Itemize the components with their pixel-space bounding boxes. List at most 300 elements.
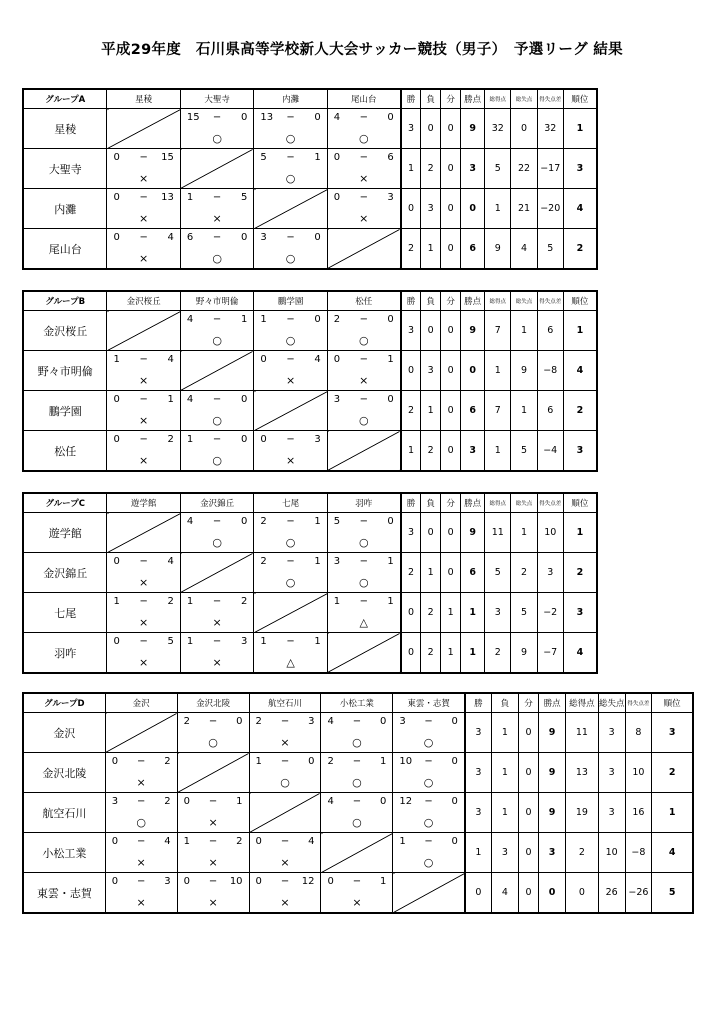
stat-loss — [421, 229, 441, 270]
result-mark: ○ — [212, 536, 222, 549]
goals-for: 0 — [111, 756, 119, 767]
goals-for: 3 — [399, 716, 406, 727]
score-dash: − — [139, 434, 148, 445]
score-dash: − — [286, 152, 295, 163]
match-result — [106, 753, 177, 792]
stat-rank — [563, 229, 597, 270]
goals-against: 12 — [301, 876, 315, 887]
goals-against: 2 — [167, 596, 174, 607]
match-result — [250, 833, 321, 872]
group-name-label: グループC — [45, 499, 85, 509]
column-header-team-label: 尾山台 — [351, 95, 377, 105]
stat-goals-for — [485, 149, 511, 189]
diagonal-cell — [107, 109, 180, 149]
match-result — [254, 351, 326, 390]
column-header-goals-against — [511, 89, 537, 109]
goals-against: 3 — [387, 192, 394, 203]
match-result-cell — [180, 391, 253, 431]
score-dash: − — [139, 596, 148, 607]
column-header-label: 勝 — [406, 297, 416, 307]
score-dash: − — [359, 394, 368, 405]
goals-for: 0 — [183, 796, 190, 807]
stat-value: 1 — [520, 527, 528, 538]
match-result-cell — [254, 311, 327, 351]
stat-win — [465, 793, 492, 833]
stat-value: 3 — [608, 767, 615, 778]
result-mark: × — [139, 212, 149, 225]
score-dash: − — [212, 232, 222, 243]
diagonal-cell — [327, 633, 400, 674]
match-result — [178, 713, 249, 752]
score-dash: − — [212, 192, 222, 203]
group-name-label: グループB — [45, 297, 86, 307]
table-row — [23, 311, 597, 351]
stat-draw — [441, 189, 461, 229]
column-header-team — [254, 493, 327, 513]
stat-value: 0 — [447, 243, 454, 254]
match-result-cell — [321, 873, 393, 914]
column-header-loss — [421, 89, 441, 109]
result-mark: ○ — [358, 334, 369, 347]
stat-value: 1 — [447, 607, 454, 618]
match-result — [250, 713, 321, 752]
column-header-team — [327, 291, 400, 311]
table-row — [23, 713, 693, 753]
result-mark: × — [280, 736, 290, 749]
column-header-label: 負 — [426, 499, 435, 509]
row-team-label: 尾山台 — [48, 242, 82, 256]
column-header-rank — [652, 693, 693, 713]
stat-value: 5 — [547, 243, 554, 254]
stat-win — [465, 713, 492, 753]
stat-loss — [421, 351, 441, 391]
stat-value: 3 — [501, 847, 508, 858]
result-mark: × — [139, 616, 149, 629]
stat-value: 8 — [635, 727, 642, 738]
match-result-cell — [180, 189, 253, 229]
goals-against: 1 — [387, 354, 394, 365]
result-mark: ○ — [358, 414, 369, 427]
stat-loss — [421, 431, 441, 472]
stat-goals-for — [485, 391, 511, 431]
stat-goal-difference — [537, 351, 563, 391]
score-dash: − — [208, 796, 218, 807]
table-header-row — [23, 89, 597, 109]
match-result — [328, 593, 400, 632]
match-result — [393, 713, 463, 752]
column-header-team-label: 七尾 — [282, 499, 300, 509]
table-row — [23, 753, 693, 793]
stat-value: 7 — [494, 405, 501, 416]
goals-against: 2 — [240, 596, 248, 607]
match-result-cell — [254, 431, 327, 472]
goals-against: 0 — [308, 756, 315, 767]
column-header-label: 総失点 — [598, 699, 625, 709]
stat-value: 10 — [605, 847, 618, 858]
column-header-goals-against — [511, 493, 537, 513]
diagonal-cell — [254, 189, 327, 229]
column-header-label: 順位 — [571, 95, 589, 105]
stat-loss — [492, 873, 519, 914]
column-header-loss — [421, 291, 441, 311]
result-mark: ○ — [285, 576, 296, 589]
stat-value: 22 — [517, 163, 531, 174]
match-result-cell — [254, 351, 327, 391]
stat-value: 6 — [469, 243, 476, 254]
column-header-label: 得失点差 — [539, 501, 562, 507]
match-result-cell — [327, 149, 400, 189]
goals-against: 13 — [161, 192, 174, 203]
stat-value: 0 — [447, 123, 454, 134]
goals-against: 0 — [240, 112, 248, 123]
goals-for: 1 — [186, 192, 194, 203]
column-header-goals-for — [565, 693, 598, 713]
score-dash: − — [352, 716, 362, 727]
stat-rank — [563, 109, 597, 149]
goals-against: 0 — [236, 716, 243, 727]
match-result-cell — [107, 431, 180, 472]
match-result-cell — [180, 593, 253, 633]
stat-value: 1 — [520, 325, 528, 336]
stat-loss — [421, 513, 441, 553]
match-result — [254, 431, 326, 470]
stat-value: 0 — [447, 203, 454, 214]
stat-value: 3 — [475, 767, 482, 778]
goals-for: 3 — [111, 796, 119, 807]
goals-against: 15 — [161, 152, 174, 163]
stat-goals-against — [511, 431, 537, 472]
match-result — [107, 149, 179, 188]
stat-value: 3 — [475, 727, 482, 738]
stat-value: 3 — [475, 807, 482, 818]
stat-value: 11 — [575, 727, 588, 738]
result-mark: ○ — [423, 816, 434, 829]
row-team-name — [23, 873, 105, 914]
goals-for: 0 — [111, 836, 119, 847]
result-mark: ○ — [358, 132, 369, 145]
match-result — [181, 431, 253, 470]
stat-value: 0 — [447, 325, 454, 336]
column-header-label: 総得点 — [489, 299, 507, 305]
diagonal-cell — [321, 833, 393, 873]
goals-against: 0 — [240, 516, 248, 527]
stat-value: 2 — [494, 647, 501, 658]
column-header-draw — [441, 291, 461, 311]
column-header-team-label: 鵬学園 — [277, 297, 304, 307]
goals-for: 2 — [327, 756, 334, 767]
diagonal-cell — [105, 713, 177, 753]
stat-goals-against — [511, 311, 537, 351]
row-team-name — [23, 793, 105, 833]
result-mark: × — [139, 252, 149, 265]
stat-value: 2 — [576, 243, 584, 254]
goals-for: 0 — [113, 152, 120, 163]
result-mark: × — [208, 896, 218, 909]
goals-for: 3 — [333, 394, 341, 405]
match-result — [107, 391, 179, 430]
stat-goals-for — [485, 431, 511, 472]
score-dash: − — [286, 354, 295, 365]
goals-against: 4 — [308, 836, 315, 847]
stat-rank — [563, 189, 597, 229]
stat-value: 5 — [520, 607, 528, 618]
column-header-team — [393, 693, 465, 713]
column-header-label: 総失点 — [515, 501, 533, 507]
stat-goal-difference — [537, 149, 563, 189]
score-dash: − — [136, 836, 146, 847]
goals-for: 4 — [186, 394, 194, 405]
result-mark: × — [359, 212, 369, 225]
stat-goal-difference — [537, 513, 563, 553]
match-result-cell — [177, 713, 249, 753]
stat-value: −8 — [631, 847, 646, 858]
score-dash: − — [359, 152, 368, 163]
goals-for: 0 — [113, 556, 120, 567]
match-result-cell — [254, 229, 327, 270]
match-result-cell — [107, 229, 180, 270]
diagonal-cell — [107, 513, 180, 553]
stat-value: 1 — [427, 567, 434, 578]
score-dash: − — [359, 556, 368, 567]
column-header-label: 勝点 — [464, 499, 482, 509]
stat-draw — [441, 229, 461, 270]
score-dash: − — [359, 314, 368, 325]
column-header-label: 勝 — [406, 499, 416, 509]
row-team-label: 松任 — [54, 444, 77, 458]
match-result-cell — [249, 873, 321, 914]
column-header-draw — [441, 493, 461, 513]
score-dash: − — [139, 192, 148, 203]
column-header-team-label: 松任 — [355, 297, 373, 307]
result-mark: ○ — [285, 172, 296, 185]
result-mark: ○ — [358, 536, 369, 549]
stat-loss — [492, 793, 519, 833]
stat-points — [461, 149, 485, 189]
stat-value: 0 — [447, 527, 454, 538]
row-team-label: 内灘 — [54, 202, 77, 216]
stat-value: 1 — [494, 203, 501, 214]
goals-against: 1 — [314, 636, 321, 647]
stat-rank — [563, 431, 597, 472]
stat-value: −4 — [543, 445, 558, 456]
match-result — [181, 633, 253, 672]
stat-goals-against — [511, 391, 537, 431]
stat-draw — [518, 793, 539, 833]
goals-for: 1 — [186, 434, 194, 445]
result-mark: × — [139, 414, 149, 427]
stat-goals-for — [485, 633, 511, 674]
stat-value: 32 — [491, 123, 504, 134]
goals-for: 0 — [333, 192, 341, 203]
stat-goal-difference — [625, 713, 652, 753]
stat-value: 1 — [501, 767, 508, 778]
score-dash: − — [212, 112, 222, 123]
score-dash: − — [139, 394, 148, 405]
stat-points — [539, 873, 566, 914]
match-result-cell — [177, 793, 249, 833]
row-team-label: 遊学館 — [48, 526, 82, 540]
column-header-label: 負 — [426, 95, 435, 105]
stat-value: 0 — [525, 807, 532, 818]
match-result — [181, 593, 253, 632]
goals-against: 0 — [387, 516, 394, 527]
stat-value: 9 — [469, 123, 476, 134]
stat-loss — [421, 149, 441, 189]
stat-value: 3 — [469, 445, 476, 456]
stat-value: 0 — [548, 887, 556, 898]
goals-against: 0 — [314, 314, 321, 325]
column-header-goal-difference — [537, 291, 563, 311]
goals-against: 2 — [167, 434, 174, 445]
table-header-row — [23, 493, 597, 513]
result-mark: × — [136, 776, 146, 789]
group-name-label: グループA — [45, 95, 86, 105]
match-result — [181, 109, 253, 148]
stat-value: 0 — [525, 767, 532, 778]
match-result-cell — [249, 833, 321, 873]
stat-goals-for — [565, 713, 598, 753]
row-team-label: 羽咋 — [54, 646, 77, 660]
match-result-cell — [107, 189, 180, 229]
score-dash: − — [136, 796, 146, 807]
column-header-team-label: 大聖寺 — [204, 95, 230, 105]
stat-goals-for — [485, 109, 511, 149]
match-result — [328, 189, 400, 228]
stat-value: 26 — [605, 887, 618, 898]
stat-value: 3 — [407, 325, 414, 336]
stat-goals-for — [485, 351, 511, 391]
match-result — [107, 553, 179, 592]
stat-value: 3 — [548, 847, 556, 858]
row-team-name — [23, 753, 105, 793]
row-team-name — [23, 149, 107, 189]
stat-value: 2 — [427, 647, 434, 658]
stat-value: 0 — [469, 365, 476, 376]
stat-rank — [652, 793, 693, 833]
score-dash: − — [136, 876, 146, 887]
column-header-goals-against — [598, 693, 625, 713]
stat-value: 9 — [548, 767, 556, 778]
result-mark: × — [280, 896, 290, 909]
stat-goals-against — [511, 109, 537, 149]
stat-value: 5 — [494, 163, 501, 174]
match-result — [393, 833, 463, 872]
column-header-goals-for — [485, 291, 511, 311]
column-header-rank — [563, 89, 597, 109]
goals-for: 4 — [327, 796, 334, 807]
stat-points — [461, 109, 485, 149]
stat-win — [401, 633, 421, 674]
column-header-goals-for — [485, 493, 511, 513]
stat-value: 0 — [447, 567, 454, 578]
match-result-cell — [254, 553, 327, 593]
match-result — [254, 149, 326, 188]
diagonal-cell — [393, 873, 465, 914]
goals-for: 0 — [113, 232, 120, 243]
result-mark: ○ — [352, 776, 362, 789]
stat-value: 0 — [427, 325, 434, 336]
table-row — [23, 633, 597, 674]
match-result-cell — [327, 593, 400, 633]
stat-goal-difference — [537, 311, 563, 351]
match-result — [321, 793, 392, 832]
stat-value: 1 — [494, 365, 501, 376]
score-dash: − — [280, 876, 290, 887]
column-header-label: 得失点差 — [539, 97, 562, 103]
goals-against: 1 — [240, 314, 248, 325]
goals-for: 4 — [333, 112, 341, 123]
stat-goals-against — [598, 793, 625, 833]
row-team-name — [23, 109, 107, 149]
goals-against: 5 — [240, 192, 248, 203]
goals-for: 0 — [260, 434, 267, 445]
column-header-label: 総失点 — [515, 299, 533, 305]
stat-value: 6 — [547, 325, 554, 336]
stat-value: 3 — [576, 445, 584, 456]
result-mark: ○ — [212, 414, 222, 427]
match-result — [178, 833, 249, 872]
stat-value: 4 — [576, 647, 584, 658]
table-row — [23, 391, 597, 431]
score-dash: − — [139, 556, 148, 567]
match-result — [107, 189, 179, 228]
match-result-cell — [180, 431, 253, 472]
column-header-label: 総得点 — [489, 501, 507, 507]
stat-value: 2 — [427, 607, 434, 618]
stat-value: 1 — [407, 445, 414, 456]
stat-draw — [518, 713, 539, 753]
goals-for: 0 — [111, 876, 119, 887]
score-dash: − — [286, 556, 295, 567]
match-result — [328, 311, 400, 350]
match-result — [107, 633, 179, 672]
match-result — [254, 633, 326, 672]
goals-for: 2 — [260, 556, 267, 567]
match-result-cell — [107, 149, 180, 189]
stat-value: 4 — [576, 365, 584, 376]
match-result — [181, 189, 253, 228]
stat-goal-difference — [537, 553, 563, 593]
result-mark: ○ — [208, 736, 218, 749]
result-mark: × — [359, 374, 369, 387]
stat-value: 6 — [547, 405, 554, 416]
result-mark: ○ — [212, 252, 222, 265]
row-team-name — [23, 513, 107, 553]
stat-value: 2 — [407, 243, 414, 254]
goals-for: 0 — [327, 876, 334, 887]
stat-draw — [518, 753, 539, 793]
score-dash: − — [359, 354, 368, 365]
stat-value: 0 — [520, 123, 528, 134]
column-header-team-label: 遊学館 — [130, 499, 157, 509]
column-header-label: 負 — [426, 297, 435, 307]
goals-against: 4 — [164, 836, 171, 847]
row-team-label: 金沢北陵 — [42, 766, 87, 780]
match-result-cell — [327, 553, 400, 593]
goals-against: 0 — [451, 836, 458, 847]
stat-value: 1 — [668, 807, 676, 818]
stat-points — [461, 431, 485, 472]
column-header-draw — [518, 693, 539, 713]
result-mark: × — [139, 576, 149, 589]
stat-points — [461, 633, 485, 674]
stat-goals-for — [485, 553, 511, 593]
stat-points — [461, 593, 485, 633]
goals-for: 1 — [186, 636, 194, 647]
table-row — [23, 593, 597, 633]
column-header-points — [461, 89, 485, 109]
table-row — [23, 793, 693, 833]
